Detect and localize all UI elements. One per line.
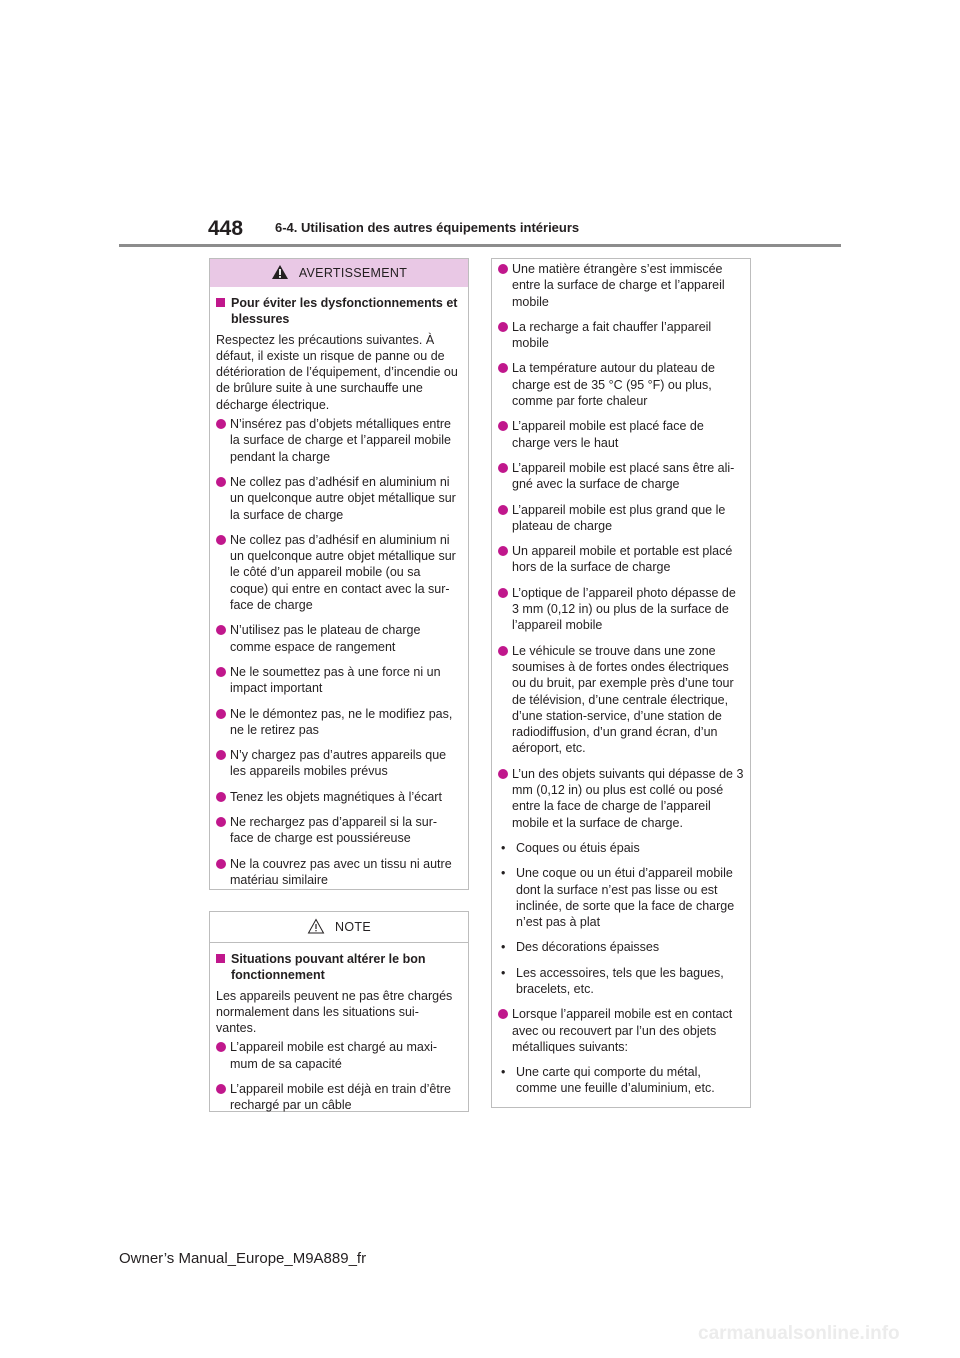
header-rule bbox=[119, 244, 841, 247]
list-item: Le véhicule se trouve dans une zone soumises à de fortes ondes électriques ou du bruit, par exemple près d’une tour de télévision, d’une centrale électrique, d’une station-service, d’une station de radiodiffusion, d’un grand écran, d’un aéroport, etc. bbox=[498, 643, 744, 757]
section-title: 6-4. Utilisation des autres équipements intérieurs bbox=[275, 220, 580, 235]
list-item: L’appareil mobile est déjà en train d’être rechargé par un câble bbox=[216, 1081, 462, 1114]
circle-bullet-icon bbox=[216, 535, 226, 545]
continued-note-box bbox=[491, 258, 751, 1108]
square-bullet-icon bbox=[216, 954, 225, 963]
circle-bullet-icon bbox=[216, 817, 226, 827]
circle-bullet-icon bbox=[498, 505, 508, 515]
sub-list-item: • Des décorations épaisses bbox=[498, 939, 744, 955]
circle-bullet-icon bbox=[216, 477, 226, 487]
circle-bullet-icon bbox=[216, 419, 226, 429]
list-item: Une matière étrangère s’est immiscée entre la surface de charge et l’appareil mobile bbox=[498, 261, 744, 310]
warning-triangle-icon bbox=[271, 264, 289, 283]
list-item: Tenez les objets magnétiques à l’écart bbox=[216, 789, 462, 805]
list-item: Lorsque l’appareil mobile est en contact avec ou recouvert par l’un des objets métalliques suivants: bbox=[498, 1006, 744, 1055]
sub-list-item: • Coques ou étuis épais bbox=[498, 840, 744, 856]
circle-bullet-icon bbox=[498, 421, 508, 431]
circle-bullet-icon bbox=[216, 750, 226, 760]
list-item: La température autour du plateau de charge est de 35 °C (95 °F) ou plus, comme par forte chaleur bbox=[498, 360, 744, 409]
list-item: Ne rechargez pas d’appareil si la sur- face de charge est poussiéreuse bbox=[216, 814, 462, 847]
bullet-mark: • bbox=[501, 940, 506, 955]
circle-bullet-icon bbox=[216, 1084, 226, 1094]
list-item: N’insérez pas d’objets métalliques entre la surface de charge et l’appareil mobile pendant la charge bbox=[216, 416, 462, 465]
warning-subheading: Pour éviter les dysfonctionnements et blessures bbox=[216, 295, 462, 328]
circle-bullet-icon bbox=[216, 859, 226, 869]
circle-bullet-icon bbox=[498, 322, 508, 332]
list-item: N’y chargez pas d’autres appareils que les appareils mobiles prévus bbox=[216, 747, 462, 780]
note-box bbox=[209, 911, 469, 1112]
page-number: 448 bbox=[208, 217, 244, 240]
watermark-logo bbox=[698, 1321, 948, 1350]
circle-bullet-icon bbox=[498, 646, 508, 656]
list-item: L’optique de l’appareil photo dépasse de 3 mm (0,12 in) ou plus de la surface de l’appareil mobile bbox=[498, 585, 744, 634]
circle-bullet-icon bbox=[498, 588, 508, 598]
list-item: L’appareil mobile est plus grand que le plateau de charge bbox=[498, 502, 744, 535]
warning-box bbox=[209, 258, 469, 890]
page-header bbox=[0, 0, 960, 250]
bullet-mark: • bbox=[501, 965, 506, 980]
list-item: Un appareil mobile et portable est placé hors de la surface de charge bbox=[498, 543, 744, 576]
circle-bullet-icon bbox=[498, 264, 508, 274]
note-intro: Les appareils peuvent ne pas être chargés normalement dans les situations sui- vantes. bbox=[216, 988, 453, 1036]
circle-bullet-icon bbox=[216, 709, 226, 719]
sub-list-item: • Les accessoires, tels que les bagues, bracelets, etc. bbox=[498, 965, 744, 998]
list-item: L’appareil mobile est placé face de charge vers le haut bbox=[498, 418, 744, 451]
warning-header bbox=[210, 259, 468, 287]
list-item: L’un des objets suivants qui dépasse de 3 mm (0,12 in) ou plus est collé ou posé entre la face de charge de l’appareil mobile et la surface de charge. bbox=[498, 766, 744, 831]
list-item: Ne collez pas d’adhésif en aluminium ni un quelconque autre objet métallique sur la surface de charge bbox=[216, 474, 462, 523]
circle-bullet-icon bbox=[498, 1009, 508, 1019]
list-item: L’appareil mobile est chargé au maxi- mum de sa capacité bbox=[216, 1039, 462, 1072]
sub-list-item: • Une carte qui comporte du métal, comme une feuille d’aluminium, etc. bbox=[498, 1064, 744, 1097]
svg-text:carmanualsonline.info: carmanualsonline.info bbox=[698, 1323, 900, 1344]
circle-bullet-icon bbox=[498, 363, 508, 373]
list-item: N’utilisez pas le plateau de charge comme espace de rangement bbox=[216, 622, 462, 655]
bullet-mark: • bbox=[501, 866, 506, 881]
circle-bullet-icon bbox=[216, 625, 226, 635]
circle-bullet-icon bbox=[498, 463, 508, 473]
circle-bullet-icon bbox=[498, 769, 508, 779]
list-item: L’appareil mobile est placé sans être ali- gné avec la surface de charge bbox=[498, 460, 744, 493]
square-bullet-icon bbox=[216, 298, 225, 307]
list-item: La recharge a fait chauffer l’appareil mobile bbox=[498, 319, 744, 352]
note-header bbox=[210, 912, 468, 943]
list-item: Ne le démontez pas, ne le modifiez pas, ne le retirez pas bbox=[216, 706, 462, 739]
list-item: Ne la couvrez pas avec un tissu ni autre matériau similaire bbox=[216, 856, 462, 889]
footer-text: Owner’s Manual_Europe_M9A889_fr bbox=[119, 1250, 367, 1267]
note-subheading: Situations pouvant altérer le bon fonctionnement bbox=[216, 951, 462, 984]
warning-title: AVERTISSEMENT bbox=[298, 266, 408, 280]
circle-bullet-icon bbox=[498, 546, 508, 556]
note-title: NOTE bbox=[335, 920, 371, 934]
caution-triangle-icon bbox=[307, 918, 325, 937]
list-item: Ne le soumettez pas à une force ni un impact important bbox=[216, 664, 462, 697]
bullet-mark: • bbox=[501, 1065, 506, 1080]
bullet-mark: • bbox=[501, 840, 506, 855]
circle-bullet-icon bbox=[216, 1042, 226, 1052]
list-item: Ne collez pas d’adhésif en aluminium ni un quelconque autre objet métallique sur le côté d’un appareil mobile (ou sa coque) qui entre en contact avec la sur- face de charge bbox=[216, 532, 462, 613]
circle-bullet-icon bbox=[216, 667, 226, 677]
circle-bullet-icon bbox=[216, 792, 226, 802]
warning-intro: Respectez les précautions suivantes. À défaut, il existe un risque de panne ou de détérioration de l’équipement, d’incendie ou de brûlure suite à une surchauffe une décharge électrique. bbox=[216, 332, 458, 412]
sub-list-item: • Une coque ou un étui d’appareil mobile dont la surface n’est pas lisse ou est inclinée, de sorte que la face de charge n’est pas à plat bbox=[498, 865, 744, 930]
